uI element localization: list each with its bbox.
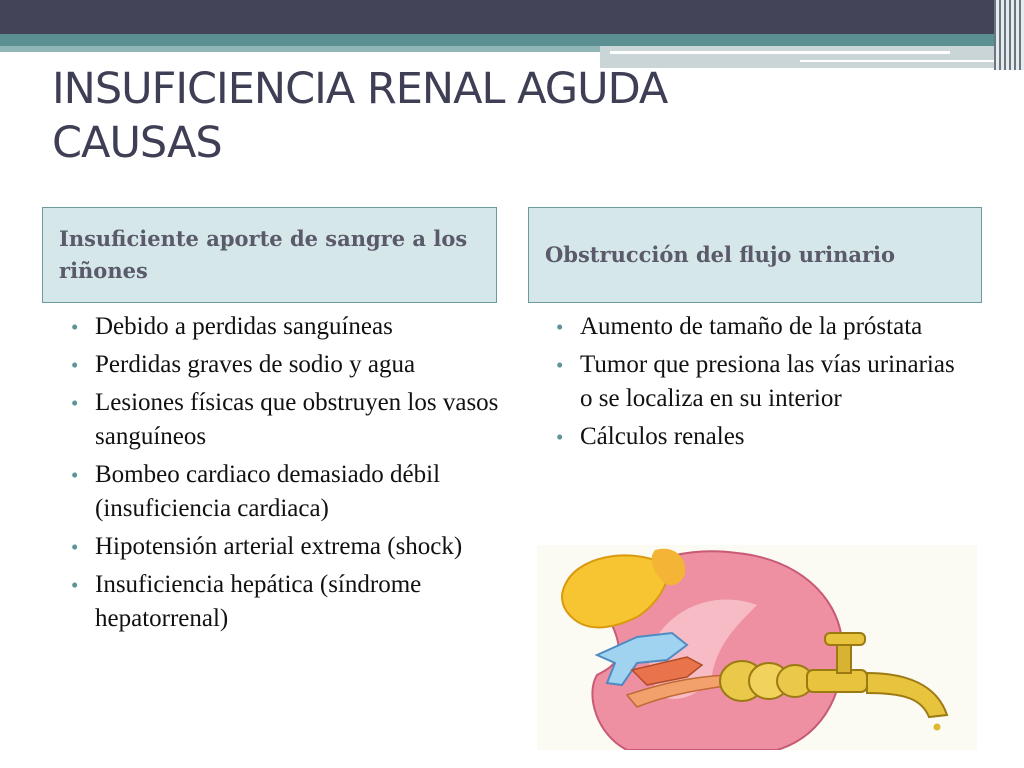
list-item: • Bombeo cardiaco demasiado débil (insuficiencia cardiaca) [67,458,507,526]
list-item: • Hipotensión arterial extrema (shock) [67,530,507,564]
list-item: • Debido a perdidas sanguíneas [67,310,507,344]
twisted-ureter-coil [720,661,813,701]
right-column-header-text: Obstrucción del flujo urinario [545,242,895,267]
left-column-header [42,207,497,303]
right-bullet-list [552,310,972,458]
list-item: • Aumento de tamaño de la próstata [552,310,972,344]
vertical-stripes-decoration [994,0,1024,70]
left-column-header-text: Insuficiente aporte de sangre a los riñones [59,226,468,283]
list-item: • Cálculos renales [552,420,972,454]
water-drop-icon [934,724,941,731]
slide-title: INSUFICIENCIA RENAL AGUDA CAUSAS [52,64,668,168]
white-accent-line-short [800,60,1024,62]
list-item: • Lesiones físicas que obstruyen los vasos sanguíneos [67,386,507,454]
left-bullet-list [67,310,507,640]
white-accent-line [610,51,950,54]
top-decorative-bar [0,0,1024,34]
list-item: • Insuficiencia hepática (síndrome hepatorrenal) [67,568,507,636]
kidney-faucet-illustration [537,545,977,750]
right-column-header [528,207,982,303]
list-item: • Tumor que presiona las vías urinarias o se localiza en su interior [552,348,972,416]
list-item: • Perdidas graves de sodio y agua [67,348,507,382]
teal-accent-line [0,46,610,52]
teal-decorative-bar [0,34,1024,46]
